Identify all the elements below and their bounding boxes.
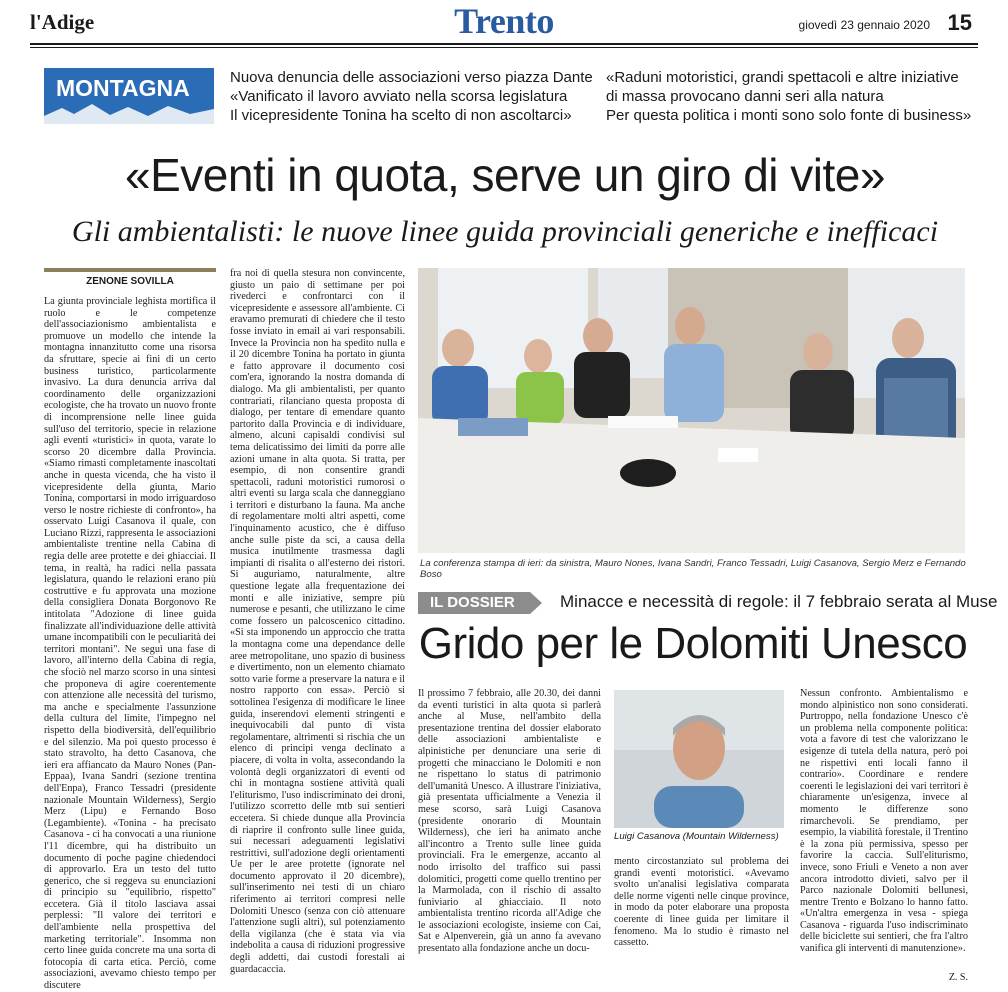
deck-line: Il vicepresidente Tonina ha scelto di non ascoltarci» [230,107,572,124]
article-column-1 [44,296,216,992]
section-title: Trento [454,1,554,41]
dossier-column-1 [418,688,601,984]
page-number: 15 [947,10,972,35]
dossier-headline: Grido per le Dolomiti Unesco [418,619,968,668]
byline-rule [44,268,216,272]
article-text: mento circostanziato sul problema dei grandi eventi motoristici. «Avevamo svolto un'analisi legislativa comparata delle norme vigenti nelle cinque province, in modo da poter elaborare una proposta coerente di linee guida per limitare il fenomeno. Ma lo studio è rimasto nel cassetto. [614,856,789,949]
deck-line: di massa provocano danni seri alla natura [606,88,884,105]
article-text: Nessun confronto. Ambientalismo e mondo alpinistico non sono considerati. Purtroppo, nella fondazione Unesco c'è un problema nella componente politica: vota a favore di test che valorizzano le esigenze di tutela della natura, però poi ne rispettivi enti locali fanno il contrario». Coordinare e rendere coerenti le legislazioni dei vari territori è chiaramente un'esigenza, invece al momento le differenze sono rimarchevoli. Se prendiamo, per esempio, la viabilità forestale, il Trentino è la zona più permissiva, spesso per favorire la caccia. Sull'eliturismo, invece, sono Friuli e Veneto a non aver ancora introdotto divieti, salvo per il Parco nazionale Dolomiti bellunesi, mentre Trento e Bolzano lo hanno fatto. «Un'altra emergenza in vesa - spiega Casanova - riguarda l'uso indiscriminato delle biciclette sui sentieri, che fra l'altro vanifica gli interventi di manutenzione». [800,688,968,955]
byline: ZENONE SOVILLA [86,276,174,287]
sub-headline: Gli ambientalisti: le nuove linee guida provinciali generiche e inefficaci [71,215,939,248]
article-text: Il prossimo 7 febbraio, alle 20.30, dei danni da eventi turistici in alta quota si parlerà anche al Muse, nell'ambito della presentazione trentina del dossier elaborato delle associazioni ambientaliste e alpinistiche per denunciare una serie di progetti che minacciano le Dolomiti e non ne rispettano lo status di patrimonio dell'umanità Unesco. A illustrare l'iniziativa, già presentata ufficialmente a Venezia il mese scorso, sarà Luigi Casanova (presidente onorario di Mountain Wilderness), che ieri ha animato anche all'incontro a Trento sulle linee guida provinciali. Fra le emergenze, accanto al nodo irrisolto del traffico sui passi dolomitici, progetti come quello trentino per la Marmolada, con il rischio di assalto funiviario al ghiacciaio. Il noto ambientalista trentino ricorda all'Adige che le associazioni ecologiste, insieme con Cai, Sat e Alpenverein, già un anno fa avevano presentato alla fondazione anche un docu- [418,688,601,955]
deck-right [606,68,971,125]
deck-left [230,68,593,125]
signature: Z. S. [948,972,968,983]
portrait-illustration [614,690,784,828]
dossier-column-3 [800,688,968,970]
deck-line: Per questa politica i monti sono solo fonte di business» [606,107,972,124]
mountain-icon [44,102,214,124]
article-text: fra noi di quella stesura non convincente, giusto un paio di settimane per poi rivederci e confrontarci con il vicepresidente e assessore all'ambiente. Ci eravamo premurati di chiedere che il testo fosse inviato in email ai vari responsabili. Invece la Provincia non ha spedito nulla e il 20 dicembre Tonina ha portato in giunta e fatto approvare il documento così com'era, ignorando la nostra domanda di dialogo. Ma gli ambientalisti, per quanto contrariati, rilanciano questa proposta di dialogo, per tentare di emendare quanto partorito dalla Provincia e di individuare, almeno, alcuni capisaldi condivisi sul tema delicatissimo dei limiti da porre alle azioni umane in alta quota. Si tratta, per esempio, di non consentire grandi spettacoli, raduni motoristici rumorosi o altri eventi su larga scala che danneggiano i territori e disturbano la fauna. Ma anche di regolamentare molti altri aspetti, come l'inquinamento acustico, che è diffuso anche sulle piste da sci, a causa della musica inutilmente trasmessa dagli impianti di risalita o all'esterno dei ristori. Si auguriamo, naturalmente, altre questione legate alla frequentazione dei monti e alle iniziative, sempre più numerose e pesanti, che utilizzano le cime come fossero un palcoscenico cittadino. «Si sta imponendo un approccio che tratta la montagna come una dependance delle aree metropolitane, uno spazio di business e divertimento, non un elemento chiamato sotto varie forme a preservare la natura e il nostro rapporto con essa». Perciò si sottolinea l'esigenza di modificare le linee guida, inserendovi elementi stringenti e inequivocabili dal punto di vista regolamentare, altrimenti si rischia che un elenco di principi venga declinato a piacere, di volta in volta, assecondando la volontà degli organizzatori di eventi od chi in montagna sostiene attività quali l'eliturismo, l'uso indiscriminato dei droni, l'utilizzo scorretto delle mtb sui sentieri eccetera. Si chiede dunque alla Provincia di riaprire il confronto sulle linee guida, sui necessari adeguamenti legislativi restrittivi, sull'adozione degli orientamenti Ue per le aree protette (ignorate nel documento approvato il 20 dicembre), sull'inserimento nei testi di un chiaro riferimento ai territori compresi nelle Dolomiti Unesco (senza con ciò attenuare l'attenzione sugli altri), sul potenziamento della vigilanza (che è stata via via indebolita a causa di riduzioni progressive degli addetti, dai custodi forestali ai guardacaccia. [230,268,405,975]
kicker-montagna [44,68,214,124]
portrait-photo [614,690,784,828]
photo-illustration [418,268,965,553]
main-headline: «Eventi in quota, serve un giro di vite» [125,149,885,201]
masthead-rule [30,43,978,45]
article-text: La giunta provinciale leghista mortifica il ruolo e le competenze dell'associazionismo ambientalista e promuove un modello che intende la montagna innanzitutto come una risorsa da sfruttare, specie ai fini di un certo business turistico, particolarmente invasivo. La dura denuncia arriva dal coordinamento delle organizzazioni ecologiste, che ha trovato un nuovo fronte di incomprensione nelle linee guida sull'uso del territorio, specie in relazione agli eventi «turistici» in quota, varate lo scorso 20 dicembre dalla Provincia. «Siamo rimasti completamente inascoltati anche in questa vicenda, che ha visto il vicepresidente della giunta, Mario Tonina, comportarsi in modo irriguardoso verso le nostre richieste di confronto», ha osservato Luigi Casanova il quale, con Luciano Rizzi, rappresenta le associazioni ambientaliste trentine nella Cabina di regia delle aree protette e dei ghiacciai. Il tema, in realtà, ha radici nella passata legislatura, quando le relazioni erano più costruttive e fu approvata una mozione della consigliera Donata Borgonovo Re intitolata "Adozione di linee guida finalizzate all'individuazione delle attività umane incompatibili con le peculiarità dei territori montani". Ne seguì una fase di lavoro, all'interno della Cabina di regia, che sfociò nel marzo scorso in una sintesi che proponeva di agire coerentemente con attenzione alle necessità del turismo, ma anche e specialmente l'assunzione della cultura del limite, l'impegno nel rispetto della biodiversità, dell'equilibrio e del silenzio. Ma poi questo processo è stato stravolto, ha detto Casanova, che ieri era affiancato da Mauro Nones (Pan-Eppaa), Ivana Sandri (sezione trentina dell'Enpa), Franco Tessadri (presidente nazionale Mountain Wilderness), Sergio Merz (Lipu) e Fernando Boso (Legambiente). «Tonina - ha precisato Casanova - ci ha convocati a una riunione l'11 dicembre, qui ha distribuito un documento di poche pagine chiedendoci di approvarlo. Era un testo del tutto generico, che si reggeva su enunciazioni di principio su "equilibrio, rispetto" eccetera. Già il titolo lasciava assai perplessi: "Il valore dei territori e dell'ambiente nella prospettiva del marketing territoriale". Insomma non certo linee guida concrete ma una sorta di fotocopia di carta etica. Perciò, come associazioni, avevamo chiesto tempo per discutere [44,296,216,992]
deck-line: «Raduni motoristici, grandi spettacoli e altre iniziative [606,69,959,86]
deck-line: Nuova denuncia delle associazioni verso piazza Dante [230,69,593,86]
dossier-tag: IL DOSSIER [418,592,530,614]
deck-line: «Vanificato il lavoro avviato nella scorsa legislatura [230,88,568,105]
press-conference-photo [418,268,965,553]
dossier-column-2 [614,856,789,984]
article-column-2 [230,268,405,984]
photo-caption: La conferenza stampa di ieri: da sinistra, Mauro Nones, Ivana Sandri, Franco Tessadri, Luigi Casanova, Sergio Merz e Fernando Boso [420,558,966,580]
issue-date: giovedì 23 gennaio 2020 [798,18,930,32]
kicker-label: MONTAGNA [56,75,190,101]
newspaper-name: l'Adige [30,10,95,34]
portrait-caption: Luigi Casanova (Mountain Wilderness) [614,831,779,842]
dossier-deck: Minacce e necessità di regole: il 7 febbraio serata al Muse [560,592,998,611]
masthead-rule-thin [30,47,978,48]
